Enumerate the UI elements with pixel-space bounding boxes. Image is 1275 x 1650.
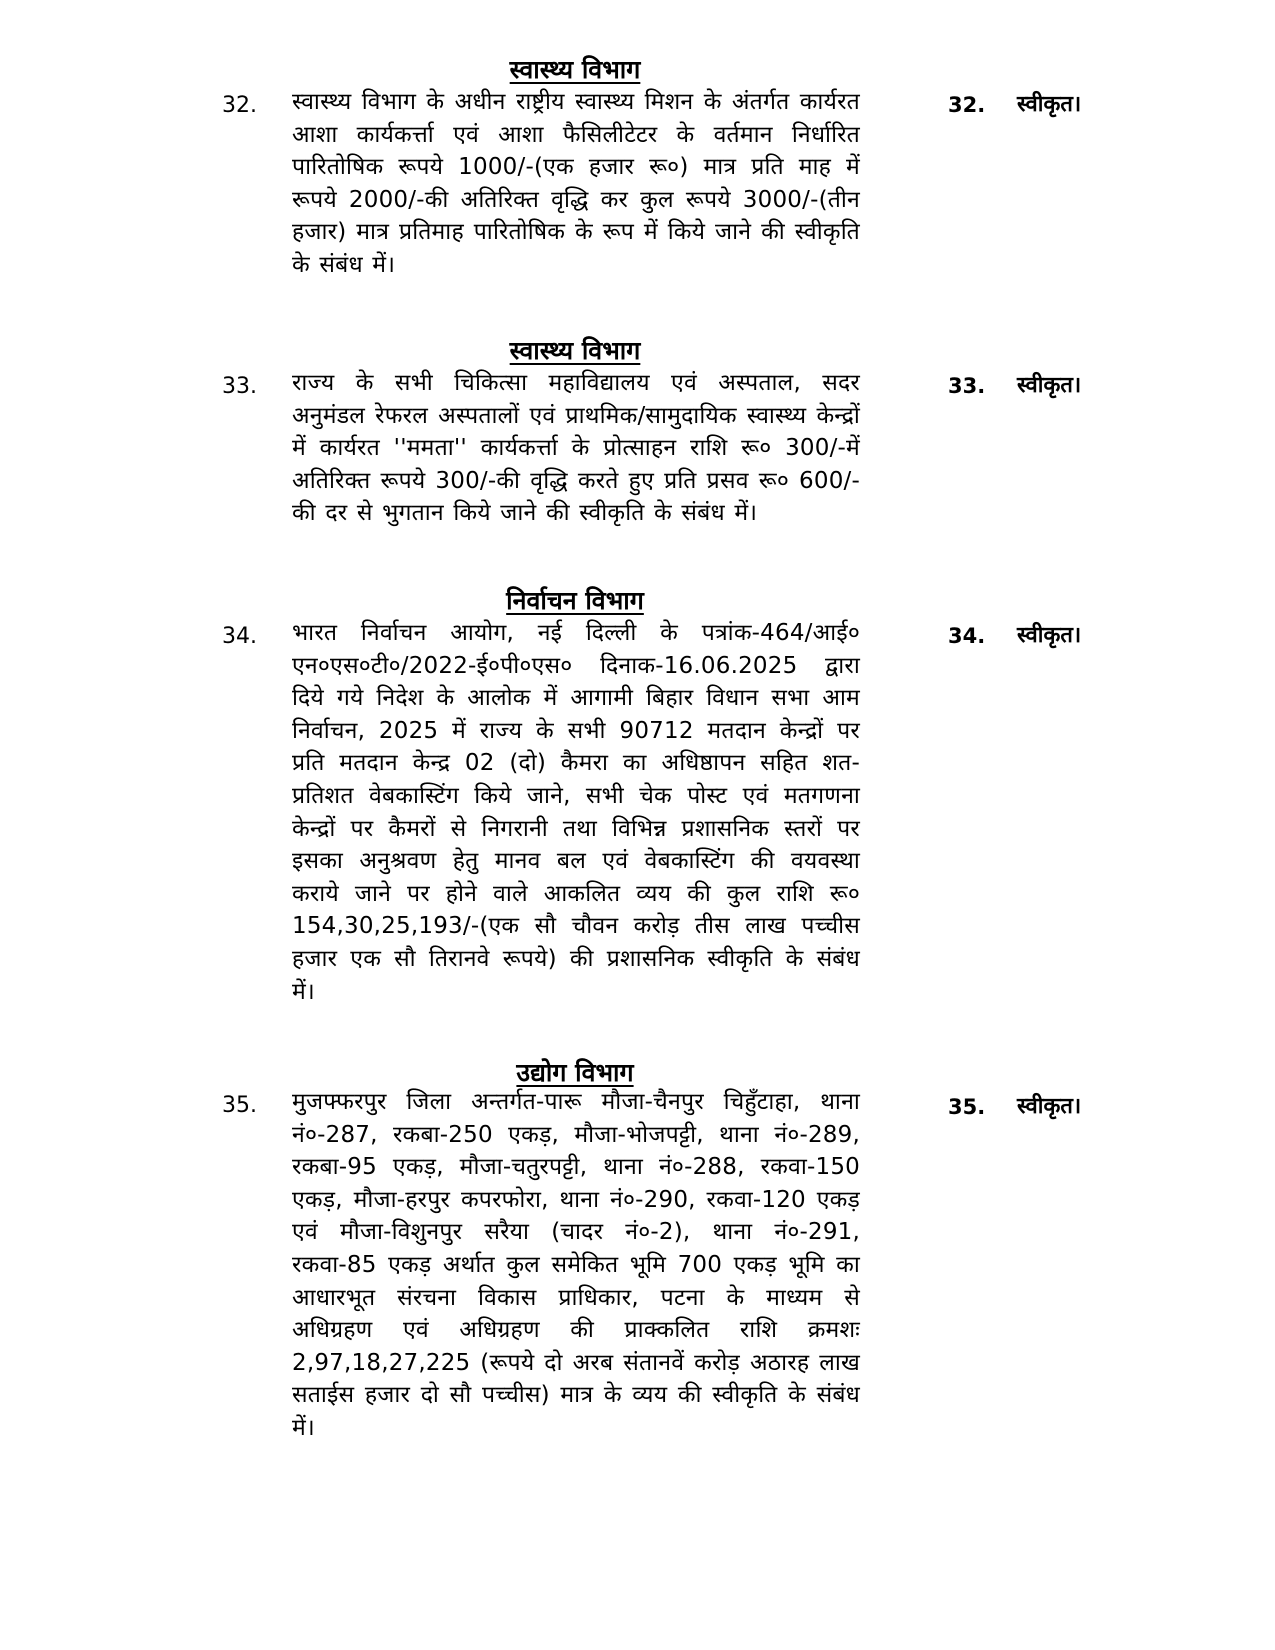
item-description: स्वास्थ्य विभाग के अधीन राष्ट्रीय स्वास्थ्य मिशन के अंतर्गत कार्यरत आशा कार्यकर्त्ता एवं आशा फैसिलीटेटर के वर्तमान निर्धारित पारितोषिक रूपये 1000/-(एक हजार रू०) मात्र प्रति माह में रूपये 2000/-की अतिरिक्त वृद्धि कर कुल रूपये 3000/-(तीन हजार) मात्र प्रतिमाह पारितोषिक के रूप में किये जाने की स्वीकृति के संबंध में। [292,89,860,278]
department-heading: उद्योग विभाग [516,1058,634,1087]
decision-status: स्वीकृत। [1017,373,1082,398]
decision-number: 34. [948,624,986,648]
item-description: राज्य के सभी चिकित्सा महाविद्यालय एवं अस्पताल, सदर अनुमंडल रेफरल अस्पतालों एवं प्राथमिक/सामुदायिक स्वास्थ्य केन्द्रों में कार्यरत ''ममता'' कार्यकर्त्ता के प्रोत्साहन राशि रू० 300/-में अतिरिक्त रूपये 300/-की वृद्धि करते हुए प्रति प्रसव रू० 600/-की दर से भुगतान किये जाने की स्वीकृति के संबंध में। [292,370,860,527]
item-number: 33. [222,374,257,399]
decision-number: 32. [948,93,986,117]
department-heading: निर्वाचन विभाग [506,586,644,615]
decision-status: स्वीकृत। [1017,623,1082,648]
decision-number: 35. [948,1095,986,1119]
decision-status: स्वीकृत। [1017,1094,1082,1119]
item-number: 32. [222,93,257,118]
decision-status: स्वीकृत। [1017,92,1082,117]
item-number: 35. [222,1093,257,1118]
item-number: 34. [222,624,257,649]
department-heading: स्वास्थ्य विभाग [509,336,641,365]
decision-number: 33. [948,374,986,398]
item-description: मुजफ्फरपुर जिला अन्तर्गत-पारू मौजा-चैनपुर चिहुँटाहा, थाना नं०-287, रकबा-250 एकड़, मौजा-भोजपट्टी, थाना नं०-289, रकबा-95 एकड़, मौजा-चतुरपट्टी, थाना नं०-288, रकवा-150 एकड़, मौजा-हरपुर कपरफोरा, थाना नं०-290, रकवा-120 एकड़ एवं मौजा-विशुनपुर सरैया (चादर नं०-2), थाना नं०-291, रकवा-85 एकड़ अर्थात कुल समेकित भूमि 700 एकड़ भूमि का आधारभूत संरचना विकास प्राधिकार, पटना के माध्यम से अधिग्रहण एवं अधिग्रहण की प्राक्कलित राशि क्रमशः 2,97,18,27,225 (रूपये दो अरब संतानवें करोड़ अठारह लाख सताईस हजार दो सौ पच्चीस) मात्र के व्यय की स्वीकृति के संबंध में। [292,1089,860,1441]
item-description: भारत निर्वाचन आयोग, नई दिल्ली के पत्रांक-464/आई० एन०एस०टी०/2022-ई०पी०एस० दिनाक-16.06.2025 द्वारा दिये गये निदेश के आलोक में आगामी बिहार विधान सभा आम निर्वाचन, 2025 में राज्य के सभी 90712 मतदान केन्द्रों पर प्रति मतदान केन्द्र 02 (दो) कैमरा का अधिष्ठापन सहित शत-प्रतिशत वेबकास्टिंग किये जाने, सभी चेक पोस्ट एवं मतगणना केन्द्रों पर कैमरों से निगरानी तथा विभिन्न प्रशासनिक स्तरों पर इसका अनुश्रवण हेतु मानव बल एवं वेबकास्टिंग की वयवस्था कराये जाने पर होने वाले आकलित व्यय की कुल राशि रू० 154,30,25,193/-(एक सौ चौवन करोड़ तीस लाख पच्चीस हजार एक सौ तिरानवे रूपये) की प्रशासनिक स्वीकृति के संबंध में। [292,620,860,1005]
department-heading: स्वास्थ्य विभाग [509,55,641,84]
